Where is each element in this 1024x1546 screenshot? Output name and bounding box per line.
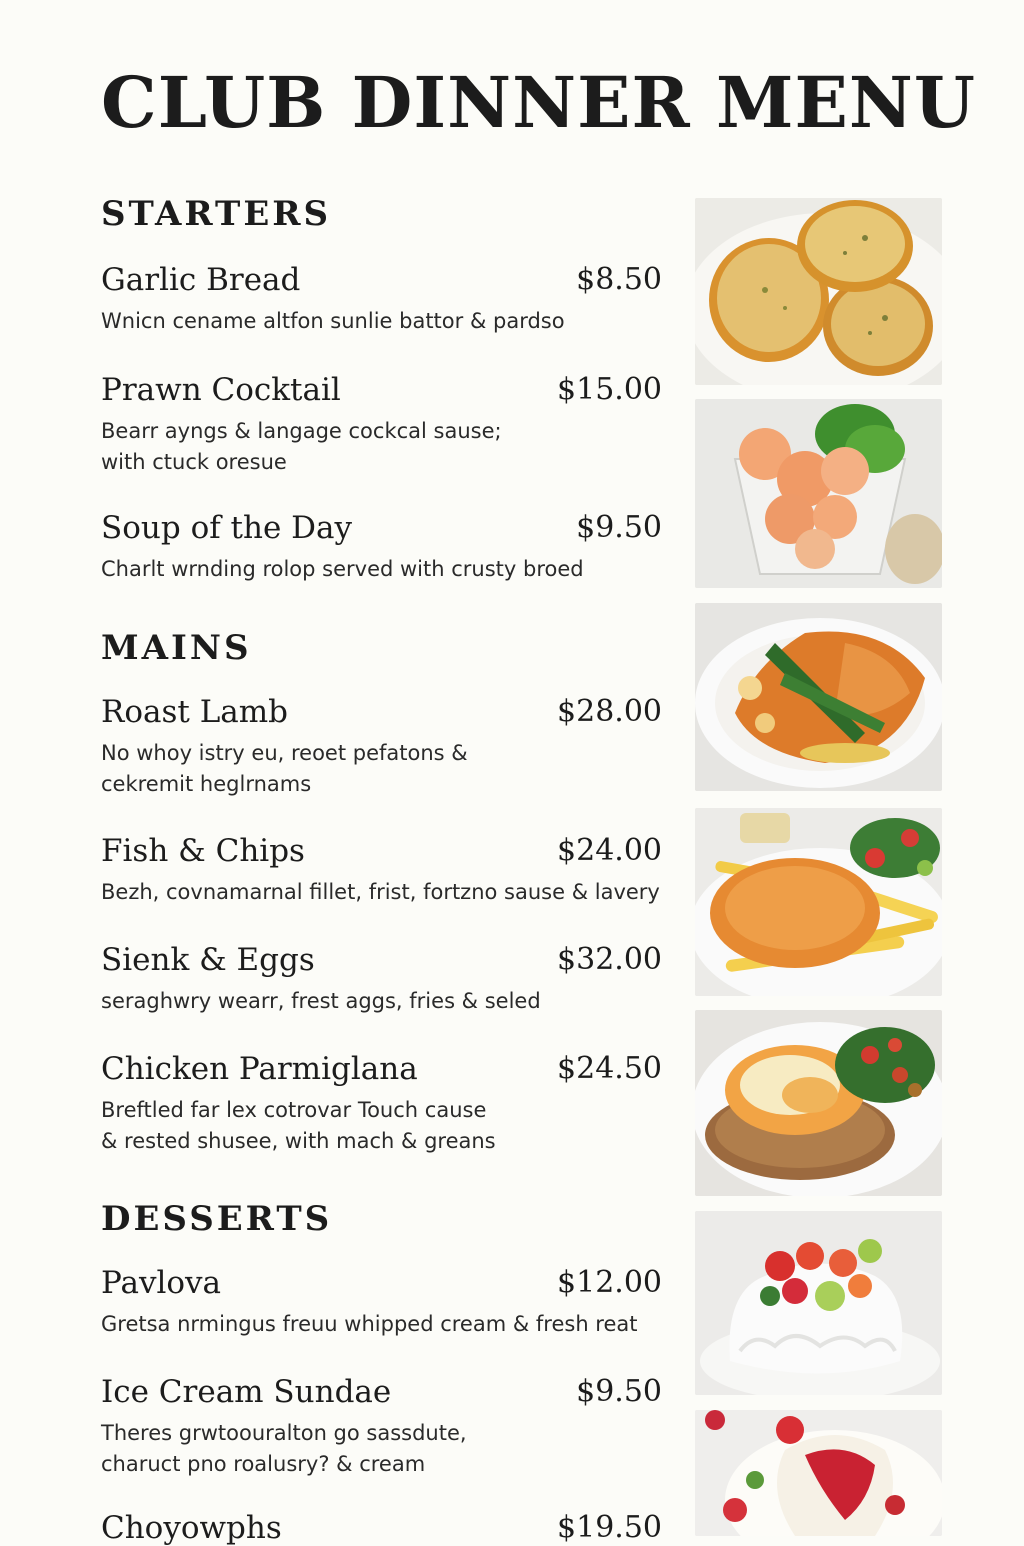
- menu-item-soup-of-the-day: [101, 510, 676, 585]
- item-price: $12.00: [557, 1265, 662, 1300]
- item-name: Fish & Chips: [101, 833, 305, 869]
- section-heading-mains: MAINS: [101, 628, 252, 668]
- item-description-line: & rested shusee, with mach & greans: [101, 1129, 496, 1153]
- item-description-line: seraghwry wearr, frest aggs, fries & seled: [101, 989, 541, 1013]
- item-name: Roast Lamb: [101, 694, 289, 730]
- menu-item-cut-off: [101, 1510, 676, 1546]
- roast-lamb-photo: [695, 603, 942, 791]
- ice-cream-sundae-photo: [695, 1410, 942, 1536]
- item-description: [101, 554, 676, 585]
- fish-and-chips-photo: [695, 808, 942, 996]
- item-name: Soup of the Day: [101, 510, 353, 546]
- menu-item-pavlova: [101, 1265, 676, 1340]
- item-description: [101, 877, 676, 908]
- item-price: $8.50: [576, 262, 662, 297]
- menu-item-steak-and-eggs: [101, 942, 676, 1017]
- item-description: [101, 738, 676, 800]
- item-price: $24.50: [557, 1051, 662, 1086]
- item-description-line: Wnicn cename altfon sunlie battor & pardso: [101, 309, 565, 333]
- pavlova-photo: [695, 1211, 942, 1395]
- item-description-line: Theres grwtoouralton go sassdute,: [101, 1421, 467, 1445]
- item-description: [101, 1418, 676, 1480]
- menu-item-roast-lamb: [101, 694, 676, 800]
- item-description-line: Breftled far lex cotrovar Touch cause: [101, 1098, 487, 1122]
- item-name: Chicken Parmiglana: [101, 1051, 418, 1087]
- item-description: [101, 1095, 676, 1157]
- menu-item-chicken-parmigiana: [101, 1051, 676, 1157]
- item-name: Sienk & Eggs: [101, 942, 315, 978]
- item-name: Pavlova: [101, 1265, 222, 1301]
- item-price: $9.50: [576, 510, 662, 545]
- item-price: $9.50: [576, 1374, 662, 1409]
- item-name: Choyowphs: [101, 1510, 282, 1546]
- item-description: [101, 306, 676, 337]
- menu-title: CLUB DINNER MENU: [101, 61, 976, 144]
- item-description-line: Bezh, covnamarnal fillet, frist, fortzno sause & lavery: [101, 880, 660, 904]
- item-price: $24.00: [557, 833, 662, 868]
- menu-item-ice-cream-sundae: [101, 1374, 676, 1480]
- item-name: Garlic Bread: [101, 262, 301, 298]
- section-heading-desserts: DESSERTS: [101, 1199, 333, 1239]
- item-description: [101, 1309, 676, 1340]
- menu-item-garlic-bread: [101, 262, 676, 337]
- item-description: [101, 416, 676, 478]
- chicken-parmigiana-photo: [695, 1010, 942, 1196]
- section-heading-starters: STARTERS: [101, 194, 332, 234]
- item-price: $28.00: [557, 694, 662, 729]
- item-description-line: Bearr ayngs & langage cockcal sause;: [101, 419, 502, 443]
- item-description-line: with ctuck oresue: [101, 450, 287, 474]
- item-price: $19.50: [557, 1510, 662, 1545]
- garlic-bread-photo: [695, 198, 942, 385]
- item-description-line: No whoy istry eu, reoet pefatons &: [101, 741, 468, 765]
- menu-item-prawn-cocktail: [101, 372, 676, 478]
- item-description-line: charuct pno roalusry? & cream: [101, 1452, 426, 1476]
- item-name: Prawn Cocktail: [101, 372, 341, 408]
- item-description-line: cekremit heglrnams: [101, 772, 312, 796]
- item-price: $15.00: [557, 372, 662, 407]
- item-price: $32.00: [557, 942, 662, 977]
- item-description-line: Gretsa nrmingus freuu whipped cream & fresh reat: [101, 1312, 638, 1336]
- item-name: Ice Cream Sundae: [101, 1374, 392, 1410]
- prawn-cocktail-photo: [695, 399, 942, 588]
- item-description: [101, 986, 676, 1017]
- menu-item-fish-and-chips: [101, 833, 676, 908]
- item-description-line: Charlt wrnding rolop served with crusty broed: [101, 557, 584, 581]
